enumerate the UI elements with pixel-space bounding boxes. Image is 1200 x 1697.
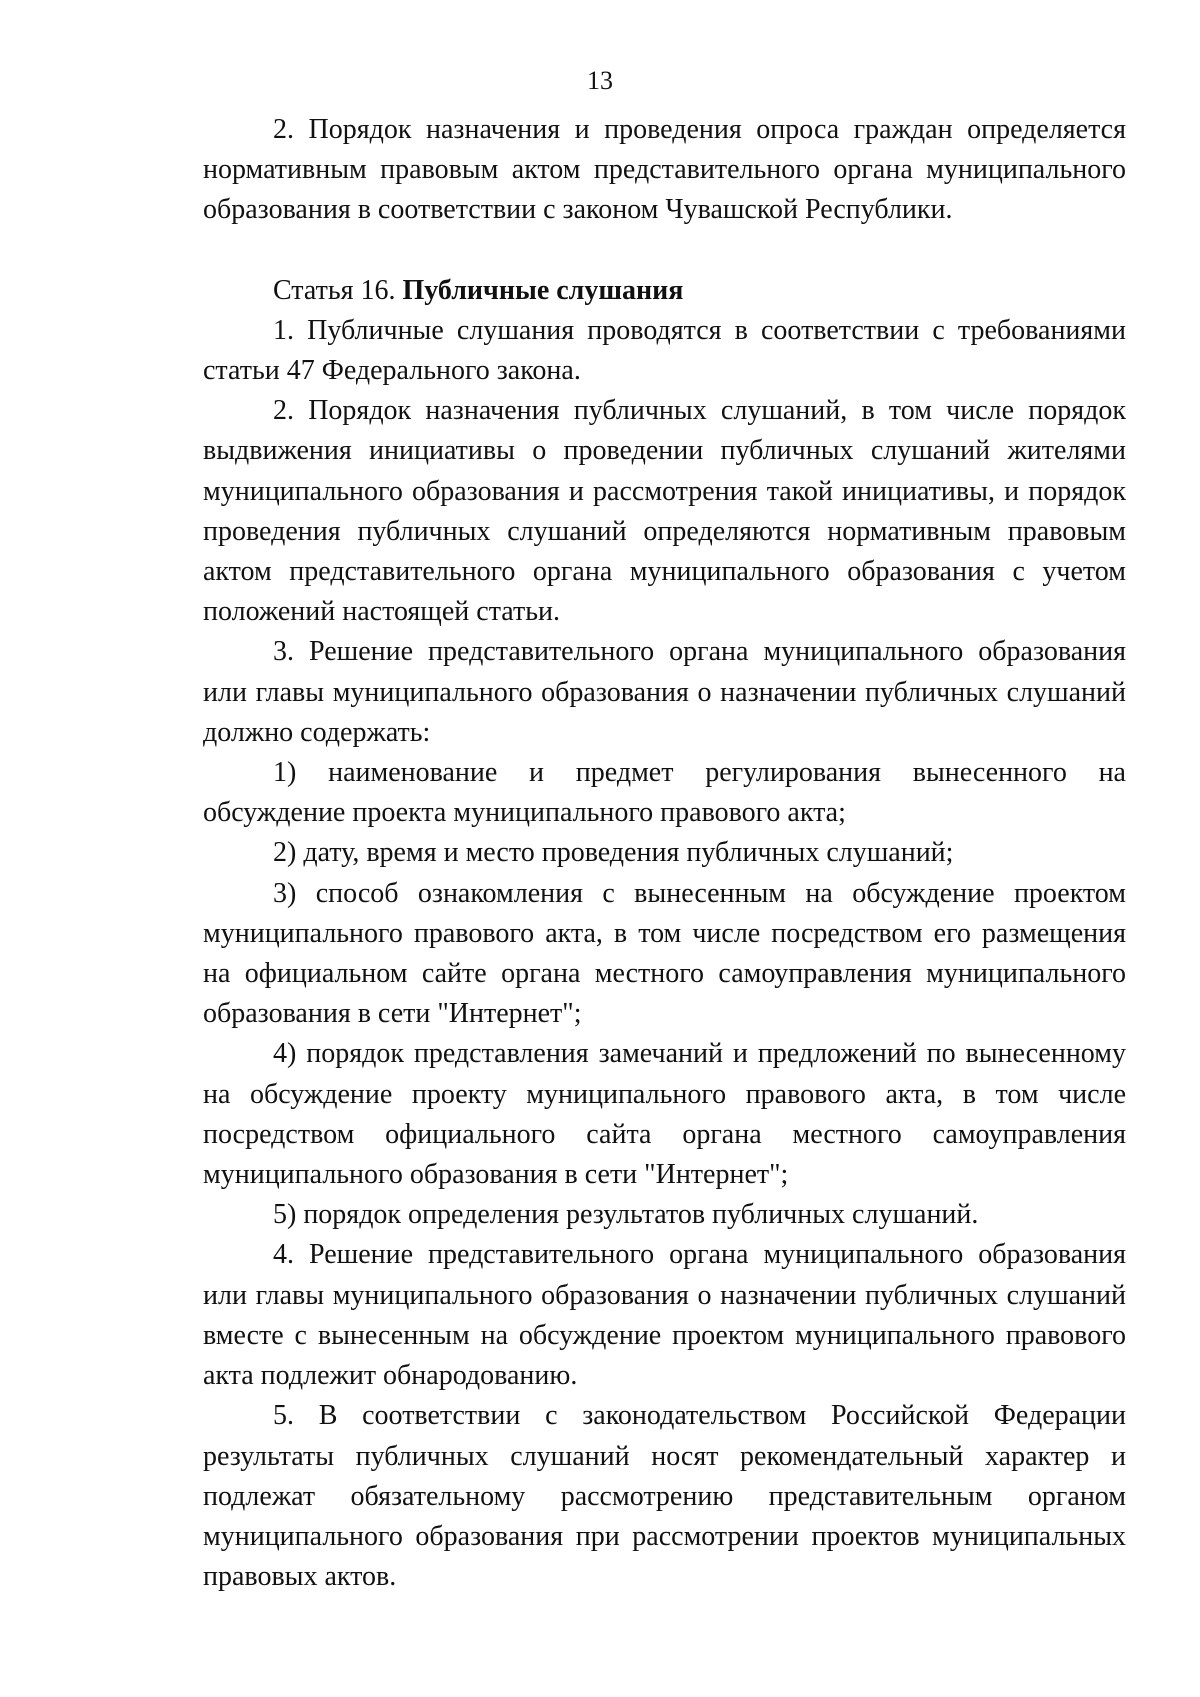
- list-item: 3) способ ознакомления с вынесенным на обсуждение проектом муниципального правового акта, в том числе посредством его размещения на официальном сайте органа местного самоуправления муниципального образования в сети "Интернет";: [203, 877, 1126, 1030]
- article-heading: [203, 271, 1126, 311]
- list-item: 1) наименование и предмет регулирования вынесенного на обсуждение проекта муниципального правового акта;: [203, 757, 1126, 829]
- list-item: 2) дату, время и место проведения публичных слушаний;: [273, 837, 954, 869]
- page-number: 13: [587, 66, 613, 95]
- section-spacer: [203, 231, 1126, 271]
- article-prefix: Статья 16.: [273, 274, 396, 306]
- intro-paragraph: 2. Порядок назначения и проведения опроса граждан определяется нормативным правовым актом представительного органа муниципального образования в соответствии с законом Чувашской Республики.: [203, 114, 1126, 226]
- article-paragraph: 3. Решение представительного органа муниципального образования или главы муниципального образования о назначении публичных слушаний должно содержать:: [203, 636, 1126, 748]
- article-title: Публичные слушания: [402, 274, 684, 306]
- article-paragraph: 4. Решение представительного органа муниципального образования или главы муниципального образования о назначении публичных слушаний вместе с вынесенным на обсуждение проектом муниципального правового акта подлежит обнародованию.: [203, 1239, 1126, 1392]
- article-paragraph: 2. Порядок назначения публичных слушаний, в том числе порядок выдвижения инициативы о проведении публичных слушаний жителями муниципального образования и рассмотрения такой инициативы, и порядок проведения публичных слушаний определяются нормативным правовым актом представительного органа муниципального образования с учетом положений настоящей статьи.: [203, 395, 1126, 628]
- article-paragraph: 1. Публичные слушания проводятся в соответствии с требованиями статьи 47 Федерального закона.: [203, 314, 1126, 387]
- list-item: 4) порядок представления замечаний и предложений по вынесенному на обсуждение проекту муниципального правового акта, в том числе посредством официального сайта органа местного самоуправления муниципального образования в сети "Интернет";: [203, 1038, 1126, 1191]
- article-paragraph: 5. В соответствии с законодательством Российской Федерации результаты публичных слушаний носят рекомендательный характер и подлежат обязательному рассмотрению представительным органом муниципального образования при рассмотрении проектов муниципальных правовых актов.: [203, 1400, 1126, 1593]
- list-item: 5) порядок определения результатов публичных слушаний.: [273, 1199, 979, 1231]
- document-body: [203, 110, 1126, 1597]
